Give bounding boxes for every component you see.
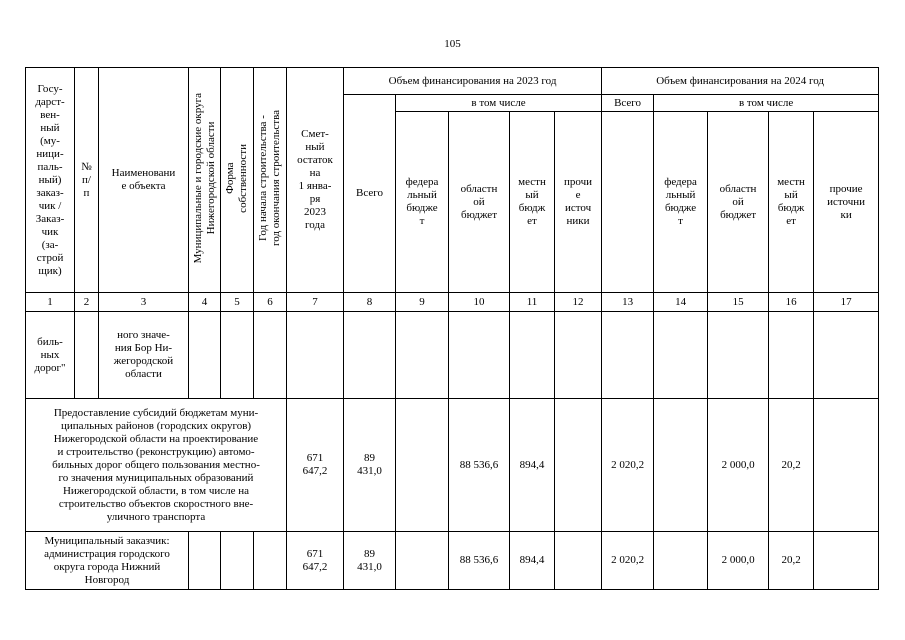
empty-cell [654,532,708,590]
table-row-subsidy [26,399,879,532]
column-number: 9 [396,293,449,312]
empty-cell [75,312,99,399]
subsidy-local-2024: 20,2 [769,399,814,532]
municipal-total-2024: 2 020,2 [602,532,654,590]
subsidy-local-2023: 894,4 [510,399,555,532]
financing-table [25,67,879,590]
header-years: Год начала строительства - год окончания строительства [257,110,282,246]
column-number: 10 [449,293,510,312]
header-total-2024: Всего [602,95,654,112]
municipal-local-2024: 20,2 [769,532,814,590]
column-number: 16 [769,293,814,312]
municipal-regional-2023: 88 536,6 [449,532,510,590]
header-object-name: Наименовани е объекта [99,68,189,293]
empty-cell [344,312,396,399]
column-number: 14 [654,293,708,312]
empty-cell [396,399,449,532]
empty-cell [396,312,449,399]
header-total-2023: Всего [344,95,396,293]
municipal-customer-description: Муниципальный заказчик: администрация городского округа города Нижний Новгород [26,532,189,590]
empty-cell [708,312,769,399]
empty-cell [254,312,287,399]
header-fin-2024: Объем финансирования на 2024 год [602,68,879,95]
column-number: 7 [287,293,344,312]
header-local-2023: местн ый бюдж ет [510,112,555,293]
empty-cell [510,312,555,399]
header-federal-2024: федера льный бюдже т [654,112,708,293]
header-num: № п/ п [75,68,99,293]
empty-cell [221,532,254,590]
column-number: 15 [708,293,769,312]
empty-cell [654,399,708,532]
municipal-balance: 671 647,2 [287,532,344,590]
municipal-total-2023: 89 431,0 [344,532,396,590]
empty-cell [555,312,602,399]
header-local-2024: местн ый бюдж ет [769,112,814,293]
header-customer: Госу- дарст- вен- ный (му- ници- паль- ный) заказ- чик / Заказ- чик (за- строй щик) [26,68,75,293]
empty-cell [814,312,879,399]
column-number: 8 [344,293,396,312]
continuation-customer: биль- ных дорог" [26,312,75,399]
empty-cell [602,312,654,399]
empty-cell [189,532,221,590]
column-number: 12 [555,293,602,312]
header-regional-2023: областн ой бюджет [449,112,510,293]
header-including-2024: в том числе [654,95,879,112]
empty-cell [396,532,449,590]
header-districts: Муниципальные и городские округа Нижегородской области [191,92,217,264]
municipal-local-2023: 894,4 [510,532,555,590]
column-number: 11 [510,293,555,312]
column-number: 3 [99,293,189,312]
header-districts-cell [189,68,221,293]
header-regional-2024: областн ой бюджет [708,112,769,293]
empty-cell [449,312,510,399]
empty-cell [654,312,708,399]
empty-cell [555,399,602,532]
subsidy-regional-2023: 88 536,6 [449,399,510,532]
empty-cell [814,532,879,590]
continuation-object-name: ного значе- ния Бор Ни- жегородской области [99,312,189,399]
header-ownership-cell [221,68,254,293]
column-number: 6 [254,293,287,312]
subsidy-balance: 671 647,2 [287,399,344,532]
subsidy-total-2023: 89 431,0 [344,399,396,532]
column-number-row [26,293,879,312]
subsidy-regional-2024: 2 000,0 [708,399,769,532]
column-number: 1 [26,293,75,312]
header-ownership: Форма собственности [224,143,249,213]
header-years-cell [254,68,287,293]
table-row-continuation [26,312,879,399]
column-number: 2 [75,293,99,312]
header-federal-2023: федера льный бюдже т [396,112,449,293]
header-fin-2023: Объем финансирования на 2023 год [344,68,602,95]
empty-cell [555,532,602,590]
header-row-1 [26,68,879,95]
column-number: 4 [189,293,221,312]
empty-cell [221,312,254,399]
empty-cell [287,312,344,399]
header-including-2023: в том числе [396,95,602,112]
header-blank-2024 [602,112,654,293]
header-other-2024: прочие источни ки [814,112,879,293]
column-number: 5 [221,293,254,312]
empty-cell [769,312,814,399]
empty-cell [189,312,221,399]
table-row-municipal-customer [26,532,879,590]
municipal-regional-2024: 2 000,0 [708,532,769,590]
column-number: 13 [602,293,654,312]
header-balance: Смет- ный остаток на 1 янва- ря 2023 года [287,68,344,293]
column-number: 17 [814,293,879,312]
subsidy-total-2024: 2 020,2 [602,399,654,532]
subsidy-description: Предоставление субсидий бюджетам муни- ципальных районов (городских округов) Нижегородской области на проектирование и строительство (реконструкцию) автомо- бильных дорог общего пользования местно- го значения муниципальных образований Нижегородской области, в том числе на строительство объектов скоростного вне- уличного транспорта [26,399,287,532]
header-other-2023: прочи е источ ники [555,112,602,293]
page-number: 105 [444,38,461,50]
empty-cell [254,532,287,590]
empty-cell [814,399,879,532]
